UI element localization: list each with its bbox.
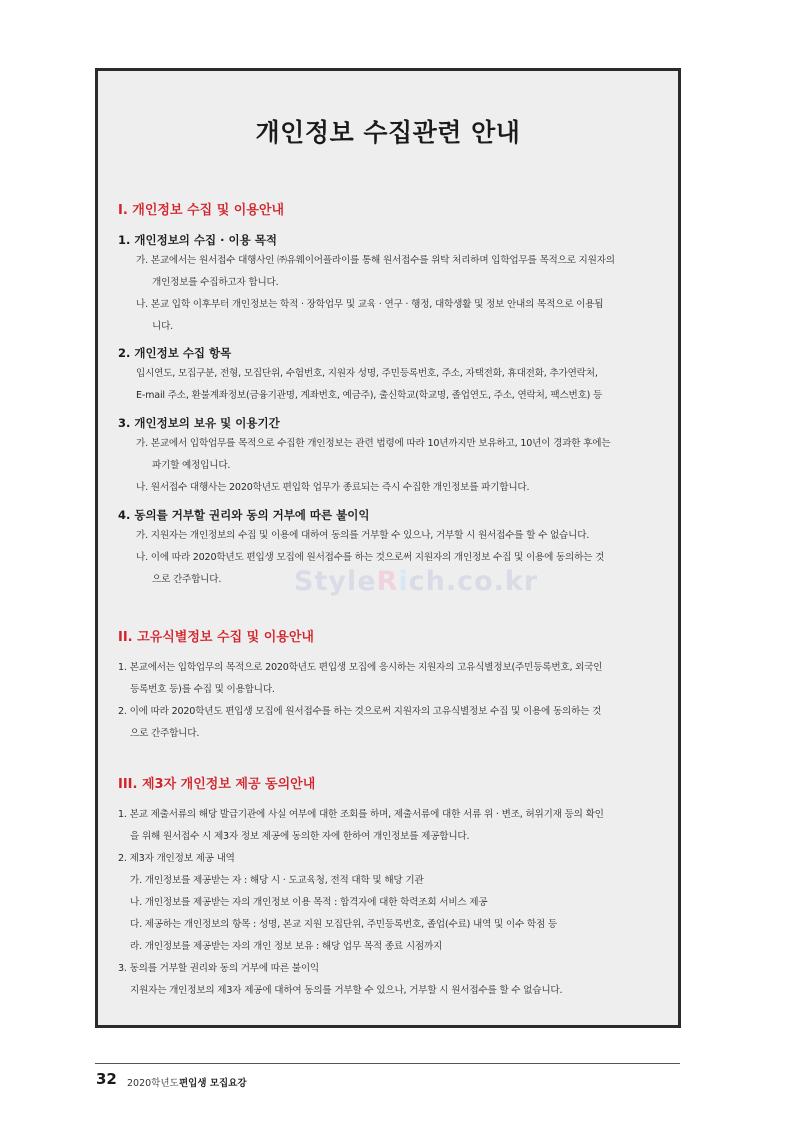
s1-q4-a-line1: 가. 지원자는 개인정보의 수집 및 이용에 대하여 동의를 거부할 수 있으나, 거부할 시 원서접수를 할 수 없습니다. [136, 530, 590, 541]
section-1-heading: I. 개인정보 수집 및 이용안내 [118, 203, 285, 218]
s3-item1-line1: 1. 본교 제출서류의 해당 발급기관에 사실 여부에 대한 조회를 하며, 제출서류에 대한 서류 위 · 변조, 허위기재 등의 확인 [118, 809, 604, 820]
s3-item2-b: 나. 개인정보를 제공받는 자의 개인정보 이용 목적 : 합격자에 대한 학력조회 서비스 제공 [130, 897, 488, 908]
s3-item2-a: 가. 개인정보를 제공받는 자 : 해당 시 · 도교육청, 전적 대학 및 해당 기관 [130, 875, 424, 886]
watermark-part-d: ch.co.kr [408, 566, 539, 597]
s1-q1-title: 1. 개인정보의 수집 · 이용 목적 [118, 233, 277, 247]
s1-q3-title: 3. 개인정보의 보유 및 이용기간 [118, 416, 280, 430]
section-3-heading: III. 제3자 개인정보 제공 동의안내 [118, 777, 316, 792]
footer-year: 2020학년도 [127, 1078, 179, 1089]
s1-q4-title: 4. 동의를 거부할 권리와 동의 거부에 따른 불이익 [118, 508, 370, 522]
watermark-part-b: R [376, 566, 399, 597]
watermark-part-a: Style [294, 566, 377, 597]
s1-q3-b-line1: 나. 원서접수 대행사는 2020학년도 편입학 업무가 종료되는 즉시 수집한 개인정보를 파기합니다. [136, 482, 530, 493]
s1-q2-title: 2. 개인정보 수집 항목 [118, 346, 232, 360]
s1-q1-a-line2: 개인정보를 수집하고자 합니다. [152, 277, 279, 288]
watermark-part-c: i [398, 566, 409, 597]
s1-q1-a-line1: 가. 본교에서는 원서접수 대행사인 ㈜유웨이어플라이를 통해 원서접수를 위탁 처리하며 입학업무를 목적으로 지원자의 [136, 255, 615, 266]
s2-item2-line1: 2. 이에 따라 2020학년도 편입생 모집에 원서접수를 하는 것으로써 지원자의 고유식별정보 수집 및 이용에 동의하는 것 [118, 706, 602, 717]
s3-item2-c: 다. 제공하는 개인정보의 항목 : 성명, 본교 지원 모집단위, 주민등록번호, 졸업(수료) 내역 및 이수 학점 등 [130, 919, 557, 930]
s1-q4-b-line2: 으로 간주합니다. [152, 574, 222, 585]
s1-q1-b-line1: 나. 본교 입학 이후부터 개인정보는 학적 · 장학업무 및 교육 · 연구 · 행정, 대학생활 및 정보 안내의 목적으로 이용됩 [136, 299, 604, 310]
s1-q4-b-line1: 나. 이에 따라 2020학년도 편입생 모집에 원서접수를 하는 것으로써 지원자의 개인정보 수집 및 이용에 동의하는 것 [136, 552, 605, 563]
page-number: 32 [96, 1070, 117, 1088]
s3-item3: 3. 동의를 거부할 권리와 동의 거부에 따른 불이익 [118, 963, 319, 974]
section-2-heading: II. 고유식별정보 수집 및 이용안내 [118, 630, 314, 645]
page-title: 개인정보 수집관련 안내 [255, 118, 521, 147]
s2-item1-line2: 등록번호 등)를 수집 및 이용합니다. [130, 684, 275, 695]
s1-q2-line1: 입시연도, 모집구분, 전형, 모집단위, 수험번호, 지원자 성명, 주민등록번호, 주소, 자택전화, 휴대전화, 추가연락처, [136, 368, 598, 379]
watermark [294, 566, 538, 597]
s1-q1-b-line2: 니다. [152, 321, 173, 332]
s3-item1-line2: 을 위해 원서접수 시 제3자 정보 제공에 동의한 자에 한하여 개인정보를 제공합니다. [130, 831, 470, 842]
notice-box [95, 68, 681, 1028]
s2-item1-line1: 1. 본교에서는 입학업무의 목적으로 2020학년도 편입생 모집에 응시하는 지원자의 고유식별정보(주민등록번호, 외국인 [118, 662, 603, 673]
s3-item3-body: 지원자는 개인정보의 제3자 제공에 대하여 동의를 거부할 수 있으나, 거부할 시 원서접수를 할 수 없습니다. [130, 985, 563, 996]
s3-item2: 2. 제3자 개인정보 제공 내역 [118, 853, 235, 864]
footer-divider [95, 1063, 680, 1064]
footer-doc-title: 편입생 모집요강 [179, 1078, 247, 1089]
s2-item2-line2: 으로 간주합니다. [130, 728, 200, 739]
s1-q3-a-line2: 파기할 예정입니다. [152, 460, 231, 471]
s1-q3-a-line1: 가. 본교에서 입학업무를 목적으로 수집한 개인정보는 관련 법령에 따라 10년까지만 보유하고, 10년이 경과한 후에는 [136, 438, 611, 449]
s3-item2-d: 라. 개인정보를 제공받는 자의 개인 정보 보유 : 해당 업무 목적 종료 시점까지 [130, 941, 443, 952]
s1-q2-line2: E-mail 주소, 환불계좌정보(금융기관명, 계좌번호, 예금주), 출신학교(학교명, 졸업연도, 주소, 연락처, 팩스번호) 등 [136, 390, 603, 401]
